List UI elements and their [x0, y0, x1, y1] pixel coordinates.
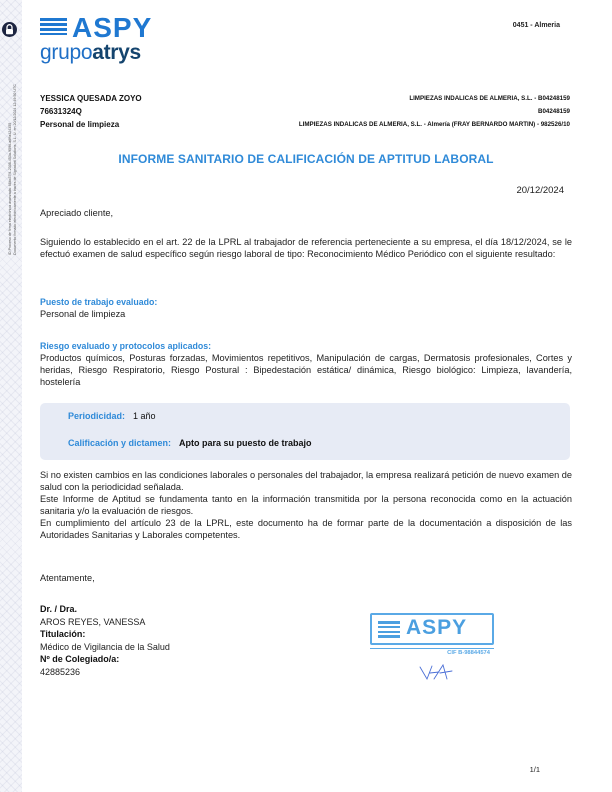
signer-name: AROS REYES, VANESSA [40, 616, 146, 627]
job-section [40, 296, 572, 320]
logo-word: ASPY [72, 12, 153, 43]
result-box [40, 403, 570, 460]
note-paragraph-1: Si no existen cambios en las condiciones laborales o personales del trabajador, la empresa realizará petición de nuevo examen de salud con la periodicidad señalada. [40, 470, 572, 492]
logo-subtitle [40, 42, 152, 64]
worker-id: 76631324Q [40, 107, 82, 116]
signer-degree: Médico de Vigilancia de la Salud [40, 641, 170, 652]
closing: Atentamente, [40, 573, 95, 583]
note-paragraph-3: En cumplimiento del artículo 23 de la LPRL, este documento ha de formar parte de la documentación a disposición de las Autoridades Sanitarias y Laborales competentes. [40, 518, 572, 540]
lock-icon [2, 22, 17, 37]
risk-value: Productos químicos, Posturas forzadas, Movimientos repetitivos, Manipulación de cargas, Dermatosis profesionales, Cortes y heridas, Riesgo Respiratorio, Riesgo Postural : Bipedestación estática/ dinámica, Riesgo biológico: Limpieza, lavandería, hostelería [40, 353, 572, 387]
aspy-logo [40, 14, 152, 64]
company-line-1: LIMPIEZAS INDALICAS DE ALMERIA, S.L. - B04248159 [409, 95, 570, 102]
signer-license-label: Nº de Colegiado/a: [40, 654, 120, 665]
security-strip [0, 0, 22, 792]
company-line-3: LIMPIEZAS INDALICAS DE ALMERIA, S.L. - Almería (FRAY BERNARDO MARTIN) - 982526/10 [298, 121, 570, 128]
stamp-cross-icon [378, 621, 400, 640]
signer-degree-label: Titulación: [40, 629, 86, 640]
intro-paragraph: Siguiendo lo establecido en el art. 22 de la LPRL al trabajador de referencia perteneciente a su empresa, el día 18/12/2024, se le efectuó examen de salud específico según riesgo laboral de tipo: Reconocimiento Médico Periódico con el siguiente resultado: [40, 237, 572, 259]
qualification-label: Calificación y dictamen: [68, 438, 172, 448]
greeting: Apreciado cliente, [40, 208, 114, 218]
notes-section [40, 469, 572, 541]
periodicity-label: Periodicidad: [68, 411, 126, 421]
stamp-word: ASPY [406, 616, 468, 639]
note-paragraph-2: Este Informe de Aptitud se fundamenta tanto en la información transmitida por la persona reconocida como en la actuación sanitaria y/o la evaluación de riesgos. [40, 494, 572, 516]
risk-label: Riesgo evaluado y protocolos aplicados: [40, 341, 212, 351]
signer-license: 42885236 [40, 666, 81, 677]
page-number: 1/1 [529, 765, 540, 774]
company-line-2: B04248159 [538, 108, 570, 115]
company-info [299, 92, 570, 131]
signer-title-label: Dr. / Dra. [40, 604, 78, 614]
logo-sub-light: grupo [40, 41, 93, 64]
risk-section [40, 340, 572, 388]
worker-position: Personal de limpieza [40, 120, 120, 129]
signature-process-note: Documento firmado electrónicamente a través de Signaturit Solutions, S.L. U. en 20/12/2024 12:49:50 UTC [13, 84, 17, 255]
periodicity-row [68, 411, 156, 421]
periodicity-value: 1 año [133, 411, 156, 421]
signer-block [40, 603, 170, 679]
stamp-divider [370, 648, 494, 649]
document-title: INFORME SANITARIO DE CALIFICACIÓN DE APTITUD LABORAL [118, 152, 494, 166]
signature-process-id: ID Proceso de firma electrónica avanzada: 68bc37f4-2308-453a-9596-a6ffa424355 [8, 122, 12, 255]
job-value: Personal de limpieza [40, 309, 126, 319]
stamp-cif: CIF B-98844574 [447, 650, 490, 656]
qualification-row [68, 438, 312, 448]
stamp-frame [370, 613, 494, 645]
worker-name: YESSICA QUESADA ZOYO [40, 94, 142, 103]
handwritten-signature [417, 663, 457, 683]
worker-info [40, 92, 142, 131]
center-code: 0451 - Almeria [512, 22, 560, 29]
qualification-value: Apto para su puesto de trabajo [179, 438, 312, 448]
document-date: 20/12/2024 [516, 185, 564, 196]
job-label: Puesto de trabajo evaluado: [40, 297, 158, 307]
company-stamp [370, 613, 494, 661]
aspy-cross-icon [40, 18, 67, 37]
logo-sub-bold: atrys [92, 41, 141, 64]
